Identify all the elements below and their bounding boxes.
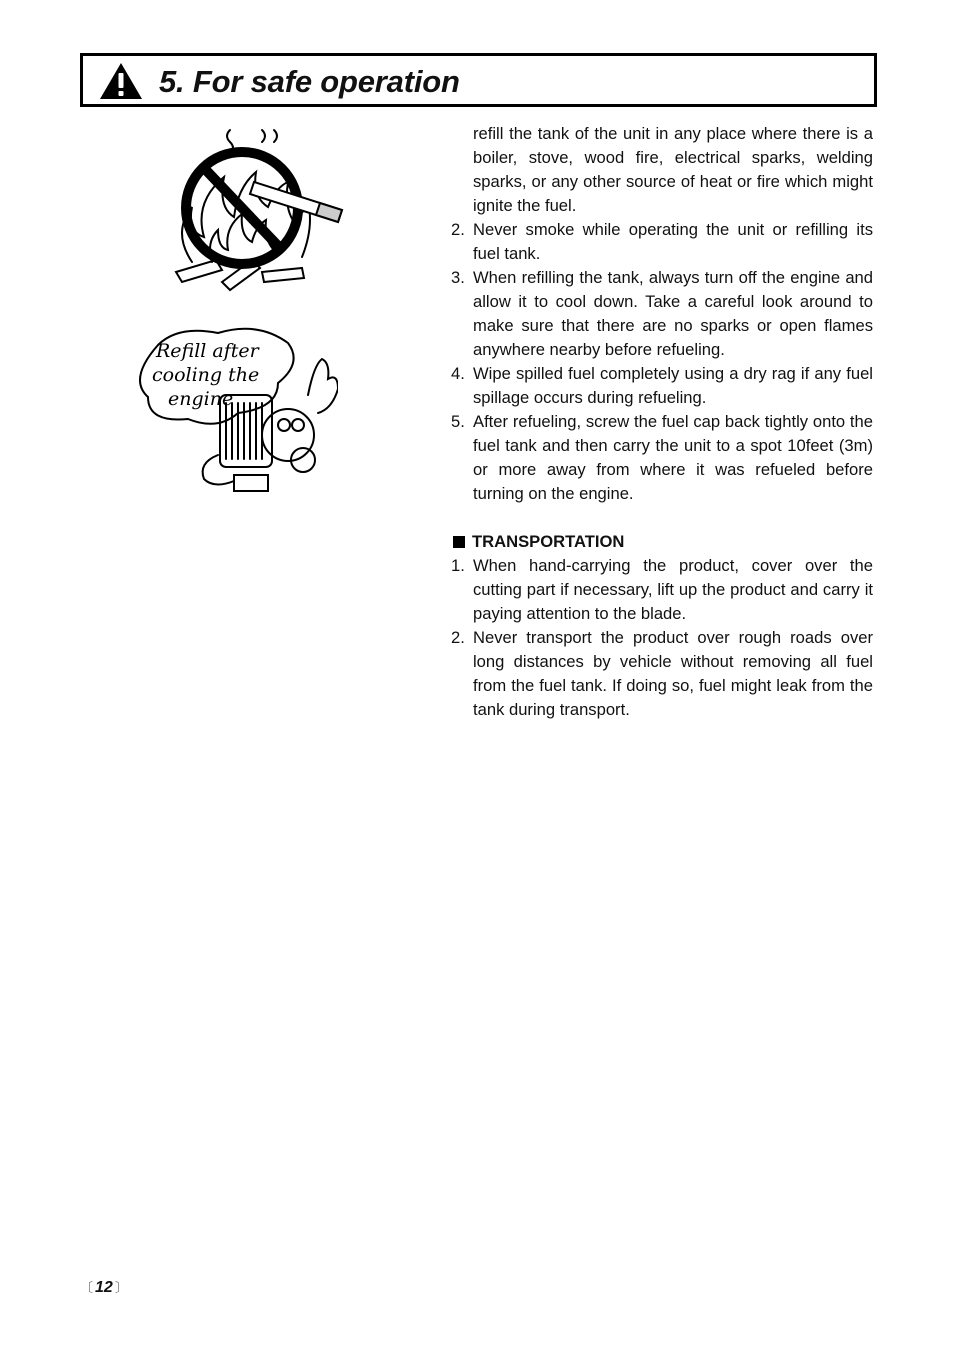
- warning-triangle-icon: [99, 62, 143, 100]
- section-heading-transportation: [451, 530, 873, 554]
- speech-bubble: [152, 340, 261, 410]
- bracket-right: 〕: [114, 1280, 128, 1295]
- bubble-line-3: engine: [168, 388, 234, 410]
- section-header: [80, 53, 877, 107]
- list-number: 2.: [451, 220, 465, 239]
- list-text: Wipe spilled fuel completely using a dry rag if any fuel spillage occurs during refueling.: [473, 364, 873, 407]
- list-number: 4.: [451, 364, 465, 383]
- list-text: Never smoke while operating the unit or refilling its fuel tank.: [473, 220, 873, 263]
- intro-text: refill the tank of the unit in any place where there is a boiler, stove, wood fire, electrical sparks, welding sparks, or any other source of heat or fire which might ignite the fuel.: [473, 124, 873, 215]
- bubble-line-1: Refill after: [156, 340, 259, 362]
- page-number: 12: [95, 1279, 113, 1296]
- page-footer: [80, 1278, 128, 1298]
- bracket-left: 〔: [80, 1280, 94, 1295]
- list-item: [451, 626, 873, 722]
- square-bullet-icon: [453, 536, 465, 548]
- list-item: [451, 218, 873, 266]
- content-column: [451, 122, 873, 722]
- list-text: When hand-carrying the product, cover over the cutting part if necessary, lift up the product and carry it paying attention to the blade.: [473, 556, 873, 623]
- list-item: [451, 554, 873, 626]
- engine-mascot-icon: [138, 325, 338, 497]
- list-text: Never transport the product over rough roads over long distances by vehicle without removing all fuel from the fuel tank. If doing so, fuel might leak from the tank during transport.: [473, 628, 873, 719]
- list-item: [451, 410, 873, 506]
- refuel-list: [451, 218, 873, 506]
- list-number: 1.: [451, 556, 465, 575]
- list-number: 3.: [451, 268, 465, 287]
- list-number: 2.: [451, 628, 465, 647]
- list-number: 5.: [451, 412, 465, 431]
- page-title: 5. For safe operation: [159, 64, 460, 99]
- transport-list: [451, 554, 873, 722]
- list-item: [451, 266, 873, 362]
- section-heading-text: TRANSPORTATION: [472, 532, 625, 551]
- list-text: After refueling, screw the fuel cap back tightly onto the fuel tank and then carry the unit to a spot 10feet (3m) or more away from where it was refueled before turning on the engine.: [473, 412, 873, 503]
- list-item: [451, 362, 873, 410]
- no-smoking-fire-icon: [162, 122, 362, 294]
- list-text: When refilling the tank, always turn off the engine and allow it to cool down. Take a careful look around to make sure that there are no sparks or open flames anywhere nearby before refueling.: [473, 268, 873, 359]
- bubble-line-2: cooling the: [152, 364, 260, 386]
